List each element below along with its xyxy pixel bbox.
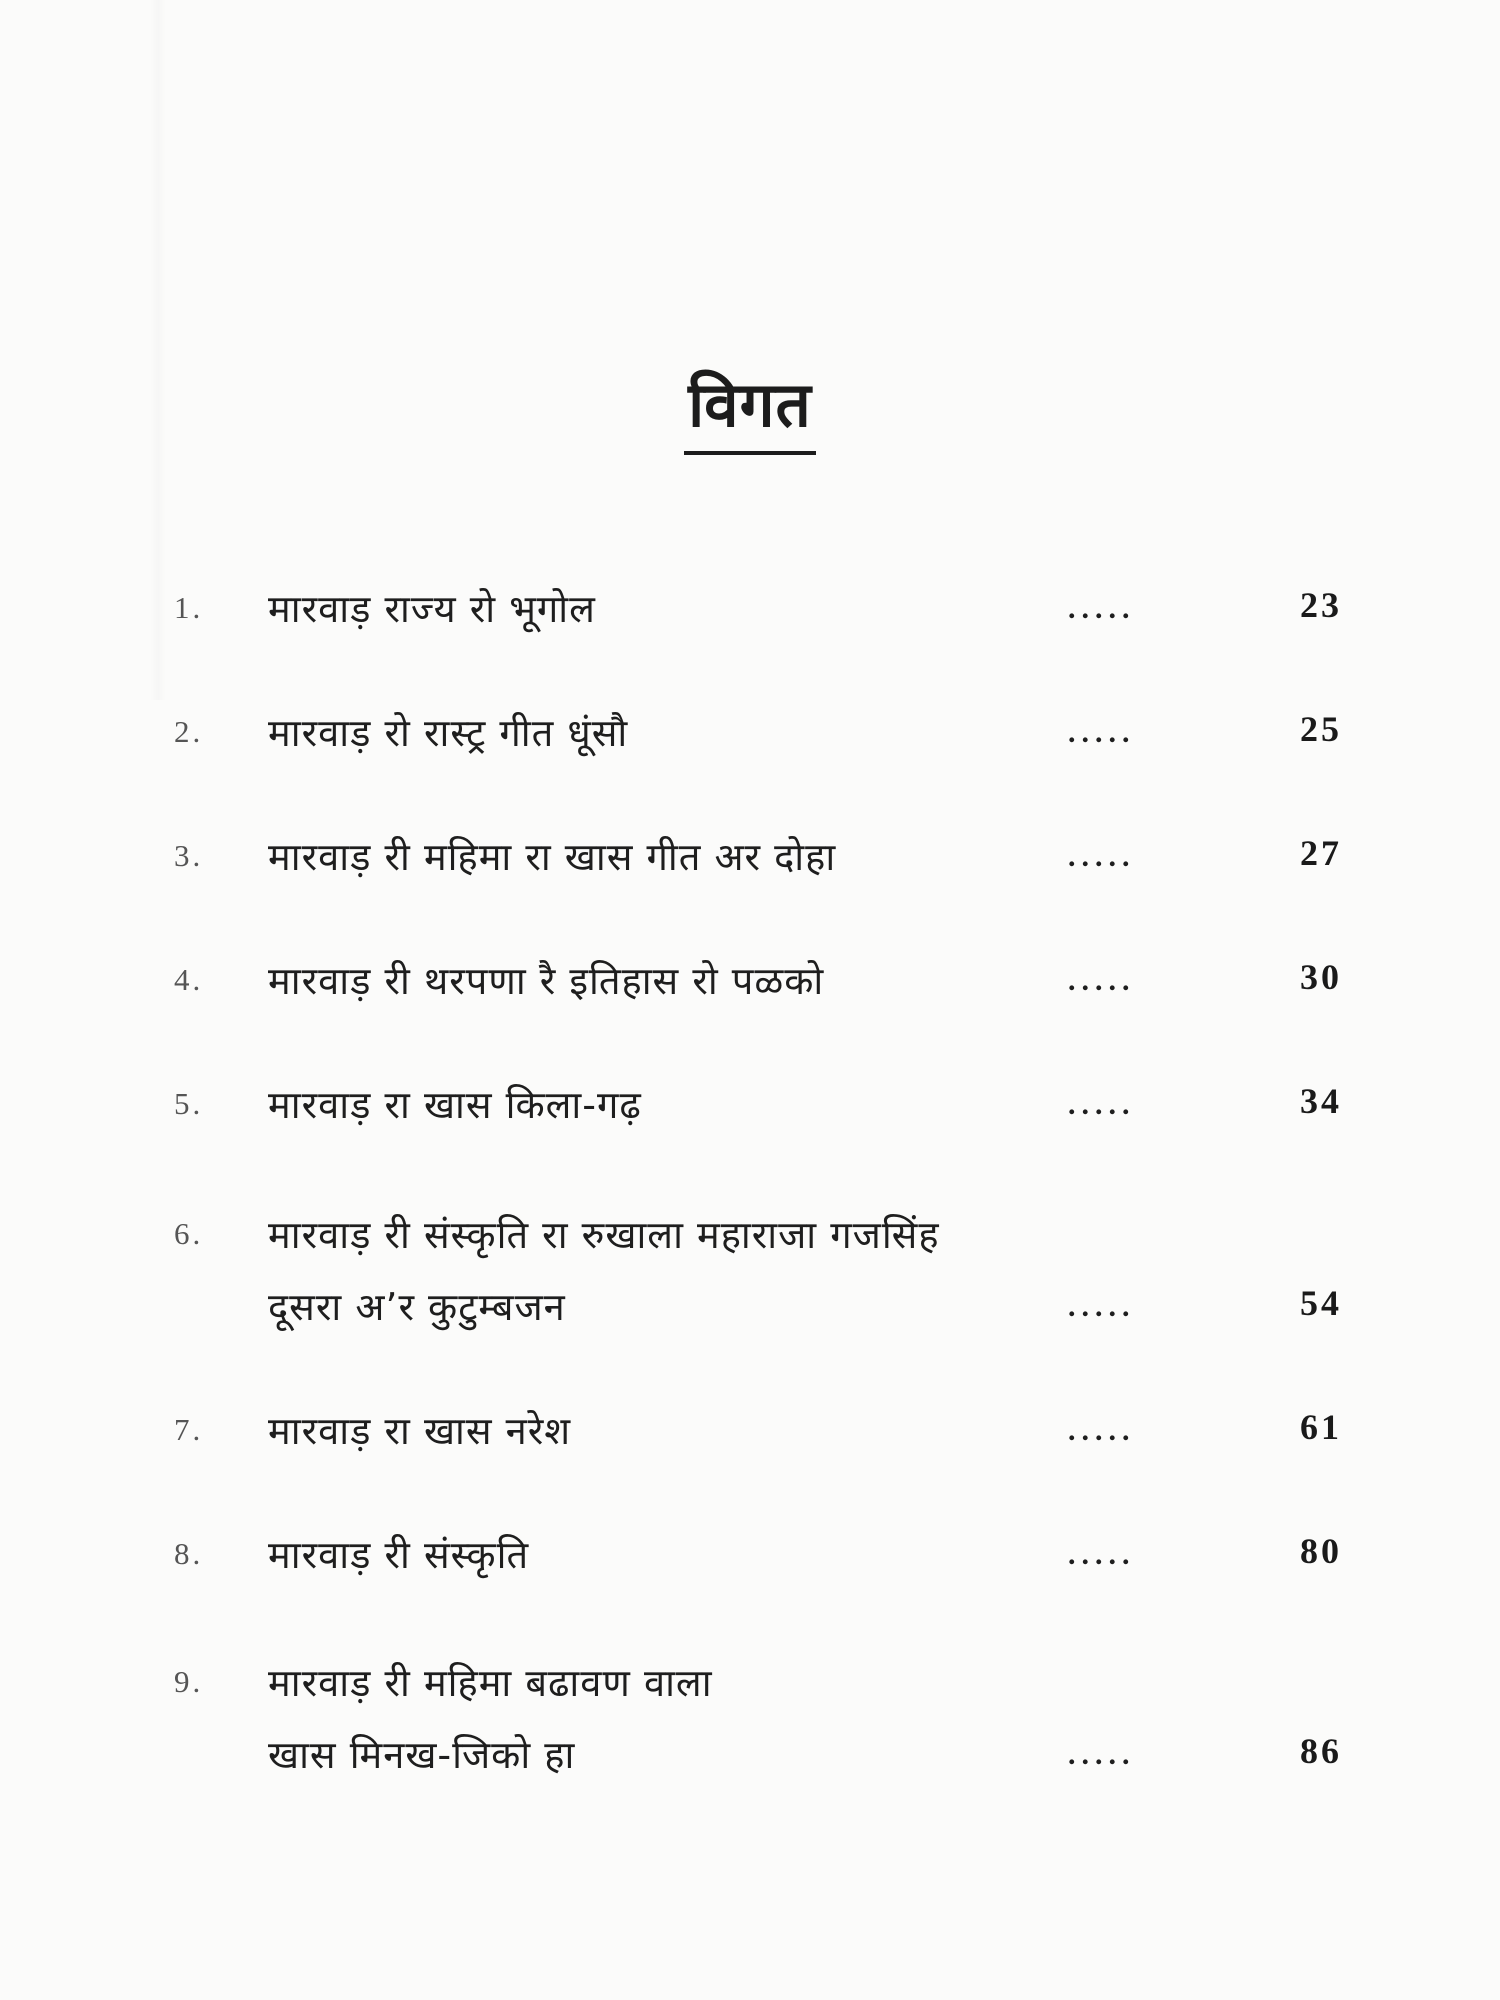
entry-title: मारवाड़ री थरपणा रै इतिहास रो पळको [268,959,825,1003]
dot-leader: ..... [1068,1738,1136,1771]
entry-number: 5. [174,1086,204,1121]
entry-title: मारवाड़ री महिमा रा खास गीत अर दोहा [268,835,837,879]
entry-page-number: 61 [1300,1407,1342,1447]
dot-leader: ..... [1068,964,1136,997]
entry-number: 9. [174,1664,204,1699]
dot-leader: ..... [1068,1290,1136,1323]
entry-page-number: 80 [1300,1531,1342,1571]
entry-title: मारवाड़ रा खास नरेश [268,1409,572,1453]
entry-page-number: 54 [1300,1283,1342,1323]
dot-leader: ..... [1068,1538,1136,1571]
entry-number: 2. [174,714,204,749]
dot-leader: ..... [1068,716,1136,749]
entry-number: 1. [174,590,204,625]
entry-title: मारवाड़ री संस्कृति [268,1533,530,1577]
entry-page-number: 34 [1300,1081,1342,1121]
title-text: विगत [684,365,816,455]
entry-page-number: 27 [1300,833,1342,873]
entry-title-line-1: मारवाड़ री महिमा बढावण वाला [268,1661,713,1705]
entry-title: मारवाड़ रा खास किला-गढ़ [268,1083,642,1127]
entry-page-number: 23 [1300,585,1342,625]
dot-leader: ..... [1068,840,1136,873]
entry-number: 4. [174,962,204,997]
entry-page-number: 25 [1300,709,1342,749]
entry-page-number: 30 [1300,957,1342,997]
entry-number: 7. [174,1412,204,1447]
entry-title-line-2: दूसरा अ’र कुटुम्बजन [268,1285,566,1329]
entry-title-line-2: खास मिनख-जिको हा [268,1733,576,1777]
entry-title: मारवाड़ राज्य रो भूगोल [268,587,596,631]
entry-page-number: 86 [1300,1731,1342,1771]
entry-number: 6. [174,1216,204,1251]
entry-title-line-1: मारवाड़ री संस्कृति रा रुखाला महाराजा गजसिंह [268,1213,940,1257]
entry-title: मारवाड़ रो रास्ट्र गीत धूंसौ [268,711,629,755]
entry-number: 8. [174,1536,204,1571]
entry-number: 3. [174,838,204,873]
dot-leader: ..... [1068,1088,1136,1121]
dot-leader: ..... [1068,1414,1136,1447]
dot-leader: ..... [1068,592,1136,625]
